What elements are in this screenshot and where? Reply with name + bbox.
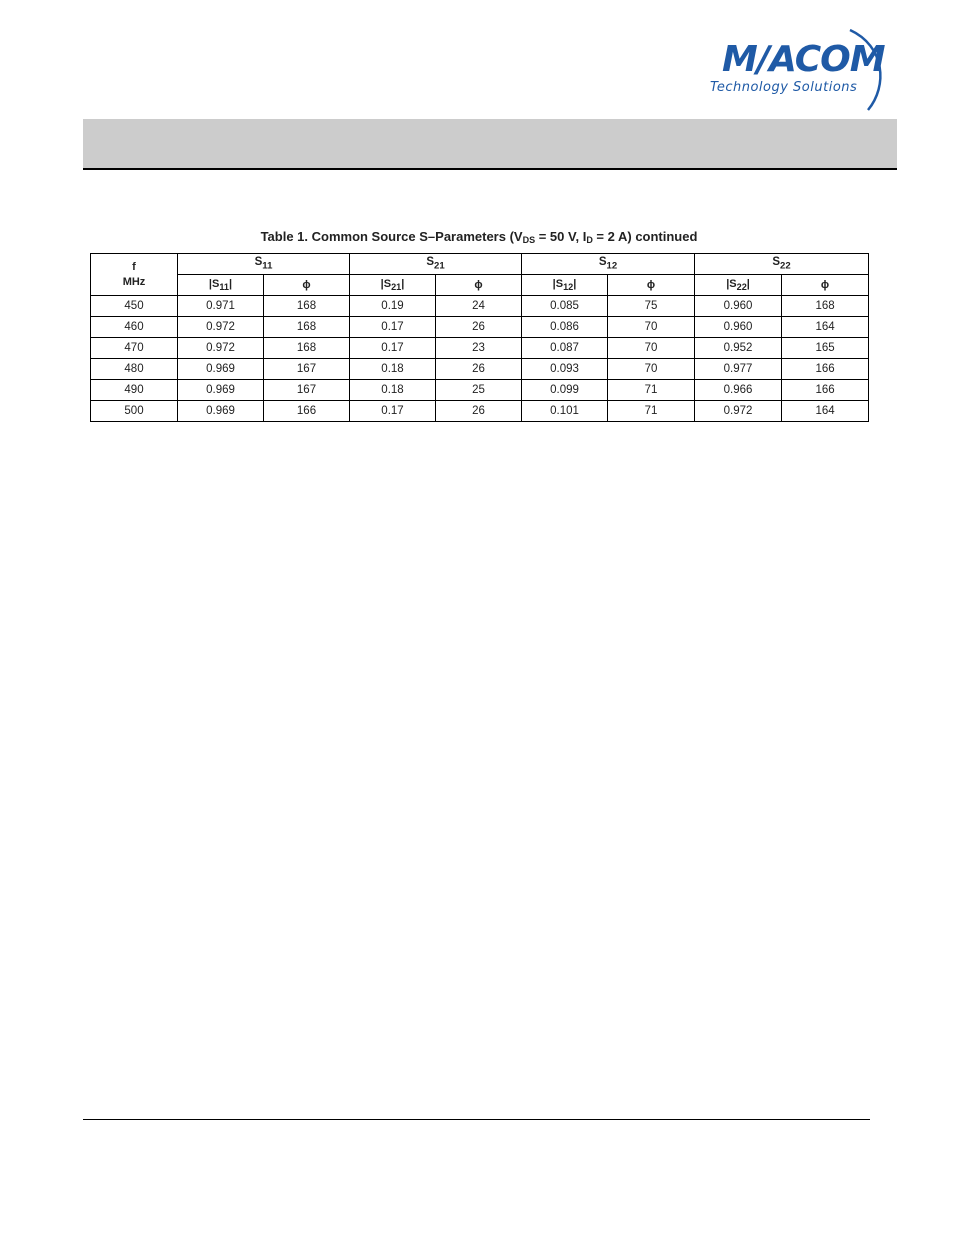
table-cell: 0.952	[695, 338, 782, 359]
sub-header-row	[91, 275, 869, 296]
footer-divider	[83, 1119, 870, 1120]
freq-cell: 450	[91, 296, 178, 317]
group-header: $S_{22}$	[695, 254, 869, 275]
table-cell: 70	[608, 338, 695, 359]
table-cell: 75	[608, 296, 695, 317]
table-cell: 0.17	[350, 338, 436, 359]
phase-header: ϕ	[436, 275, 522, 296]
table-cell: 0.966	[695, 380, 782, 401]
table-cell: 0.969	[178, 401, 264, 422]
table-cell: 23	[436, 338, 522, 359]
s-parameters-table	[90, 253, 869, 422]
table-cell: 0.969	[178, 359, 264, 380]
table-cell: 167	[264, 359, 350, 380]
freq-cell: 480	[91, 359, 178, 380]
magnitude-header: $|S_{12}|$	[522, 275, 608, 296]
phase-header: ϕ	[608, 275, 695, 296]
macom-logo	[700, 26, 890, 116]
table-row	[91, 296, 869, 317]
table-cell: 25	[436, 380, 522, 401]
group-header: $S_{12}$	[522, 254, 695, 275]
table-cell: 0.086	[522, 317, 608, 338]
freq-cell: 470	[91, 338, 178, 359]
group-header: $S_{11}$	[178, 254, 350, 275]
table-cell: 70	[608, 317, 695, 338]
caption-prefix: Table 1. Common Source S–Parameters (V	[260, 229, 523, 244]
table-cell: 165	[782, 338, 869, 359]
table-cell: 0.099	[522, 380, 608, 401]
table-cell: 26	[436, 359, 522, 380]
table-cell: 164	[782, 317, 869, 338]
table-cell: 71	[608, 401, 695, 422]
table-cell: 166	[782, 359, 869, 380]
freq-header	[91, 254, 178, 296]
table-cell: 71	[608, 380, 695, 401]
caption-suffix: = 2 A) continued	[592, 229, 698, 244]
table-cell: 0.972	[178, 317, 264, 338]
table-cell: 0.087	[522, 338, 608, 359]
table-cell: 0.085	[522, 296, 608, 317]
table-row	[91, 380, 869, 401]
table-caption	[90, 229, 868, 245]
phase-header: ϕ	[782, 275, 869, 296]
phase-header: ϕ	[264, 275, 350, 296]
table-cell: 0.969	[178, 380, 264, 401]
logo-wordmark: M/ACOM	[722, 39, 885, 80]
table-row	[91, 317, 869, 338]
table-cell: 166	[264, 401, 350, 422]
table-cell: 24	[436, 296, 522, 317]
table-cell: 0.18	[350, 380, 436, 401]
table-cell: 168	[264, 317, 350, 338]
table-cell: 0.960	[695, 296, 782, 317]
table-cell: 0.17	[350, 317, 436, 338]
table-cell: 70	[608, 359, 695, 380]
caption-sub-ds: DS	[522, 235, 536, 245]
group-header: $S_{21}$	[350, 254, 522, 275]
group-header-row	[91, 254, 869, 275]
table-cell: 0.960	[695, 317, 782, 338]
table-cell: 0.093	[522, 359, 608, 380]
table-cell: 0.971	[178, 296, 264, 317]
header-band	[83, 119, 897, 170]
table-cell: 0.17	[350, 401, 436, 422]
freq-header-line1: f	[132, 261, 136, 274]
table-cell: 168	[264, 338, 350, 359]
table-cell: 0.18	[350, 359, 436, 380]
freq-header-line2: MHz	[122, 275, 146, 288]
logo-tagline: Technology Solutions	[710, 80, 858, 95]
table-cell: 168	[264, 296, 350, 317]
table-cell: 0.977	[695, 359, 782, 380]
table-cell: 0.972	[695, 401, 782, 422]
table-cell: 0.19	[350, 296, 436, 317]
magnitude-header: $|S_{21}|$	[350, 275, 436, 296]
table-body	[91, 296, 869, 422]
table-row	[91, 401, 869, 422]
freq-cell: 460	[91, 317, 178, 338]
caption-mid: = 50 V, I	[535, 229, 587, 244]
table-row	[91, 338, 869, 359]
magnitude-header: $|S_{22}|$	[695, 275, 782, 296]
table-cell: 26	[436, 401, 522, 422]
table-cell: 164	[782, 401, 869, 422]
freq-cell: 500	[91, 401, 178, 422]
table-cell: 166	[782, 380, 869, 401]
table-cell: 0.101	[522, 401, 608, 422]
table-row	[91, 359, 869, 380]
table-cell: 26	[436, 317, 522, 338]
table-cell: 168	[782, 296, 869, 317]
table-cell: 0.972	[178, 338, 264, 359]
caption-sub-d: D	[586, 235, 593, 245]
table-cell: 167	[264, 380, 350, 401]
magnitude-header: $|S_{11}|$	[178, 275, 264, 296]
freq-cell: 490	[91, 380, 178, 401]
